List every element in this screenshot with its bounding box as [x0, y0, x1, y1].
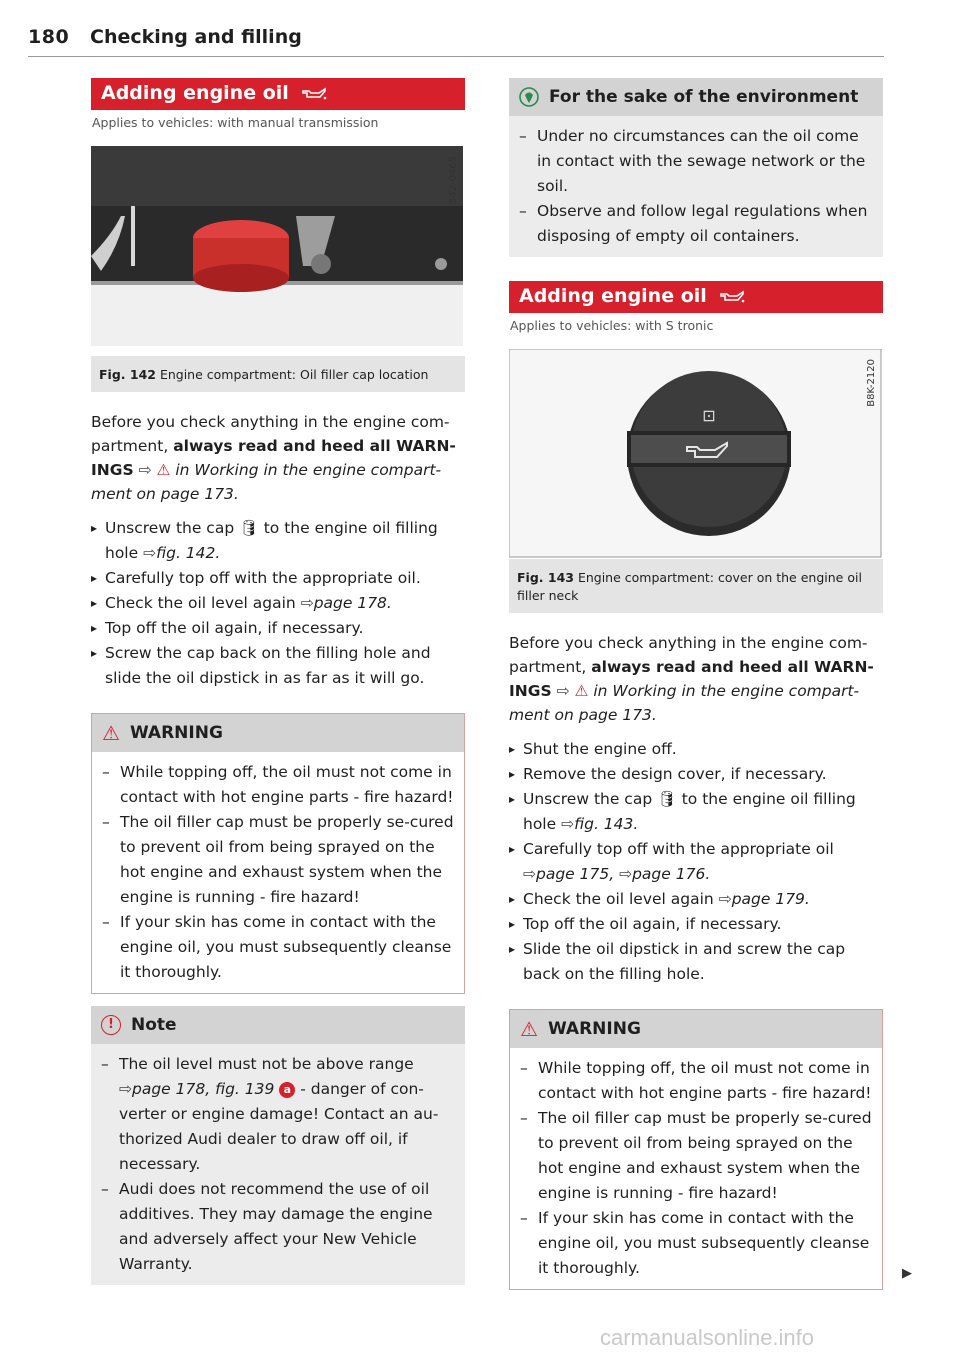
warning-box [509, 1009, 912, 1290]
reference-arrow-icon: ⇨ [300, 594, 314, 612]
figure-143 [509, 349, 883, 613]
note-list [101, 1052, 455, 1277]
callout-a-icon: a [279, 1082, 295, 1098]
environment-item: – Under no circumstances can the oil come in contact with the sewage network or the soil. [519, 124, 873, 199]
figure-caption-text: Engine compartment: cover on the engine oil filler neck [517, 570, 862, 603]
warning-item: – If your skin has come in contact with the engine oil, you must subsequently cleanse it thoroughly. [102, 910, 454, 985]
reference-arrow-icon: ⇨ [718, 890, 732, 908]
step-item [91, 641, 465, 691]
intro-bold: always read and heed all WARN-INGS [509, 658, 874, 700]
environment-header [509, 78, 883, 116]
note-text: - danger of con-verter or engine damage! Contact an au-thorized Audi dealer to draw off oil, if necessary. [119, 1080, 439, 1173]
note-box [91, 1006, 465, 1285]
warning-item: – The oil filler cap must be properly se-cured to prevent oil from being sprayed on the hot engine and exhaust system when the engine is running - fire hazard! [102, 810, 454, 910]
svg-text:⊡: ⊡ [702, 406, 716, 425]
section-title-s-tronic [509, 281, 883, 313]
continue-arrow-icon: ▶ [902, 1266, 912, 1281]
warning-list [520, 1056, 872, 1281]
step-text: to the engine oil filling hole [105, 519, 438, 562]
figure-caption [91, 360, 465, 392]
reference-arrow-icon: ⇨ [619, 865, 633, 883]
step-text: Carefully top off with the appropriate oil [523, 840, 834, 858]
intro-paragraph [91, 410, 465, 506]
warning-triangle-icon: ⚠ [156, 461, 171, 479]
chapter-title: Checking and filling [90, 26, 302, 48]
steps-list [509, 737, 883, 987]
oil-can-icon [719, 290, 745, 304]
warning-item: – While topping off, the oil must not come in contact with hot engine parts - fire hazard! [102, 760, 454, 810]
step-item [509, 887, 883, 912]
left-column [91, 78, 465, 1285]
warning-title: WARNING [129, 723, 223, 743]
step-item [91, 566, 465, 591]
info-circle-icon: ! [101, 1015, 121, 1035]
figure-label: Fig. 143 [517, 570, 574, 585]
applies-to: Applies to vehicles: with S tronic [510, 318, 714, 333]
page-header [28, 22, 884, 57]
warning-triangle-icon: ⚠ [102, 721, 120, 745]
step-text: Screw the cap back on the filling hole and slide the oil dipstick in as far as it will go. [105, 644, 431, 687]
page-176-link[interactable]: page 176. [632, 865, 711, 883]
page-178-link[interactable]: page 178. [313, 594, 392, 612]
warning-list [102, 760, 454, 985]
oil-can-icon: 🛢 [239, 519, 259, 537]
step-item [91, 616, 465, 641]
intro-link-page-173[interactable]: in Working in the engine compart-ment on page 173. [91, 461, 442, 503]
reference-arrow-icon: ⇨ [523, 865, 536, 883]
step-text: Carefully top off with the appropriate oil. [105, 569, 421, 587]
note-text: The oil level must not be above range [119, 1055, 414, 1073]
figure-142 [91, 146, 465, 392]
intro-paragraph [509, 631, 883, 727]
note-title: Note [131, 1015, 177, 1035]
step-item: ▸ Shut the engine off. [509, 737, 883, 762]
warning-triangle-icon: ⚠ [520, 1017, 538, 1041]
intro-link-page-173[interactable]: in Working in the engine compart-ment on page 173. [509, 682, 860, 724]
oil-can-icon: 🛢 [657, 790, 677, 808]
figure-code: B8K-2120 [866, 359, 877, 407]
watermark: carmanualsonline.info [600, 1325, 815, 1350]
step-text: Unscrew the cap [523, 790, 653, 808]
step-item [91, 591, 465, 616]
page-175-link[interactable]: page 175, [536, 865, 615, 883]
step-text: to the engine oil filling hole [523, 790, 856, 833]
step-text: Unscrew the cap [105, 519, 235, 537]
figure-label: Fig. 142 [99, 367, 156, 382]
environment-title: For the sake of the environment [549, 87, 859, 107]
environment-item: – Observe and follow legal regulations when disposing of empty oil containers. [519, 199, 873, 249]
environment-icon [519, 87, 539, 107]
figure-caption [509, 563, 883, 613]
warning-item: – If your skin has come in contact with the engine oil, you must subsequently cleanse it thoroughly. [520, 1206, 872, 1281]
step-text: Check the oil level again [523, 890, 714, 908]
step-item [509, 787, 883, 837]
warning-box [91, 713, 465, 994]
oil-filler-cover-image [509, 349, 883, 559]
fig-142-link[interactable]: fig. 142. [156, 544, 221, 562]
step-item: ▸ Remove the design cover, if necessary. [509, 762, 883, 787]
warning-triangle-icon: ⚠ [574, 682, 589, 700]
page-178-fig-139-link[interactable]: page 178, fig. 139 [132, 1080, 275, 1098]
page-number: 180 [28, 26, 70, 48]
intro-bold: always read and heed all WARN-INGS [91, 437, 456, 479]
warning-item: – While topping off, the oil must not come in contact with hot engine parts - fire hazard! [520, 1056, 872, 1106]
reference-arrow-icon: ⇨ [119, 1080, 132, 1098]
environment-box [509, 78, 883, 257]
step-item: ▸ Slide the oil dipstick in and screw the cap back on the filling hole. [509, 937, 883, 987]
oil-can-icon [301, 87, 327, 101]
note-header [91, 1006, 465, 1044]
section-title-manual [91, 78, 465, 110]
figure-code: B42-0465 [448, 156, 459, 205]
warning-title: WARNING [547, 1019, 641, 1039]
fig-143-link[interactable]: fig. 143. [574, 815, 639, 833]
step-item: ▸ Top off the oil again, if necessary. [509, 912, 883, 937]
section-title-text: Adding engine oil [519, 285, 707, 307]
warning-item: – The oil filler cap must be properly se-cured to prevent oil from being sprayed on the hot engine and exhaust system when the engine is running - fire hazard! [520, 1106, 872, 1206]
figure-caption-text: Engine compartment: Oil filler cap location [159, 367, 429, 382]
steps-list [91, 516, 465, 691]
reference-arrow-icon: ⇨ [138, 461, 152, 479]
intro-text-1: Before you check anything in the engine com-partment, [509, 634, 868, 676]
step-item [509, 837, 883, 887]
step-item [91, 516, 465, 566]
warning-header [510, 1010, 882, 1048]
reference-arrow-icon: ⇨ [143, 544, 157, 562]
note-item [101, 1052, 455, 1177]
step-text: Check the oil level again [105, 594, 296, 612]
applies-to: Applies to vehicles: with manual transmission [92, 115, 379, 130]
oil-cap-location-image [91, 146, 465, 356]
reference-arrow-icon: ⇨ [561, 815, 575, 833]
intro-text-1: Before you check anything in the engine com-partment, [91, 413, 450, 455]
right-column [509, 78, 912, 1290]
page-179-link[interactable]: page 179. [731, 890, 810, 908]
warning-header [92, 714, 464, 752]
section-title-text: Adding engine oil [101, 82, 289, 104]
step-text: Top off the oil again, if necessary. [105, 619, 364, 637]
reference-arrow-icon: ⇨ [556, 682, 570, 700]
environment-list [519, 124, 873, 249]
note-item: – Audi does not recommend the use of oil additives. They may damage the engine and adversely affect your New Vehicle Warranty. [101, 1177, 455, 1277]
